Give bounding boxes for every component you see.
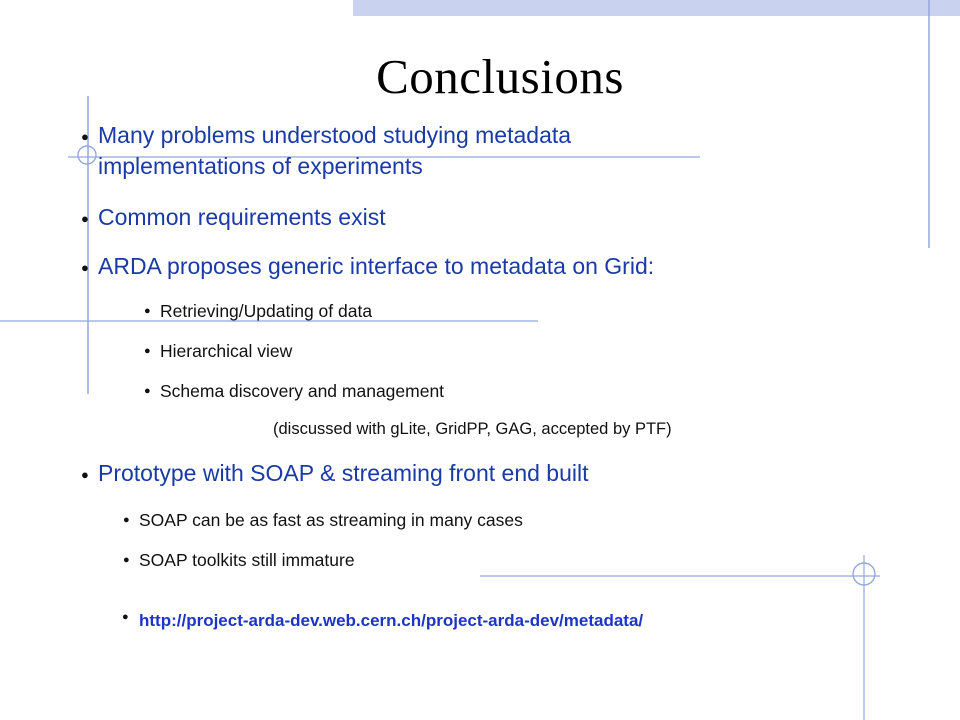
bullet-text-line2: implementations of experiments (98, 153, 423, 179)
bullet-icon: ● (81, 129, 89, 144)
bullet-icon: ● (123, 514, 130, 526)
bullet-item-requirements (81, 202, 386, 233)
bullet-text: Retrieving/Updating of data (160, 301, 373, 321)
bullet-text: Hierarchical view (160, 341, 293, 361)
bullet-text: ARDA proposes generic interface to metadata on Grid: (98, 253, 655, 279)
bullet-text: Prototype with SOAP & streaming front end built (98, 460, 589, 486)
bullet-text: Schema discovery and management (160, 381, 445, 401)
bullet-item-arda (81, 251, 655, 282)
bullet-icon: ● (123, 554, 130, 566)
link-text[interactable]: http://project-arda-dev.web.cern.ch/project-arda-dev/metadata/ (139, 611, 644, 630)
bullet-icon: ● (144, 305, 151, 317)
bullet-item-problems (81, 120, 572, 182)
bullet-icon: ● (81, 211, 89, 226)
slide-title: Conclusions (376, 49, 624, 104)
bullet-icon: ● (81, 260, 89, 275)
sub-bullet-soap-immature (123, 549, 355, 571)
bullet-text: SOAP toolkits still immature (139, 550, 355, 570)
metadata-link[interactable] (122, 611, 644, 631)
bullet-icon: ● (122, 611, 129, 623)
bullet-icon: ● (144, 385, 151, 397)
sub-bullet-soap-fast (123, 509, 523, 531)
discussion-note: (discussed with gLite, GridPP, GAG, accepted by PTF) (273, 420, 672, 438)
sub-bullet-schema (144, 380, 445, 402)
sub-bullet-hierarchical (144, 340, 293, 362)
bullet-icon: ● (81, 467, 89, 482)
top-band (353, 0, 960, 16)
bullet-item-prototype (81, 458, 589, 489)
bullet-text: SOAP can be as fast as streaming in many cases (139, 510, 523, 530)
bullet-text: Common requirements exist (98, 204, 386, 230)
sub-bullet-retrieving (144, 300, 373, 322)
bullet-text-line1: Many problems understood studying metadata (98, 122, 572, 148)
bullet-icon: ● (144, 345, 151, 357)
